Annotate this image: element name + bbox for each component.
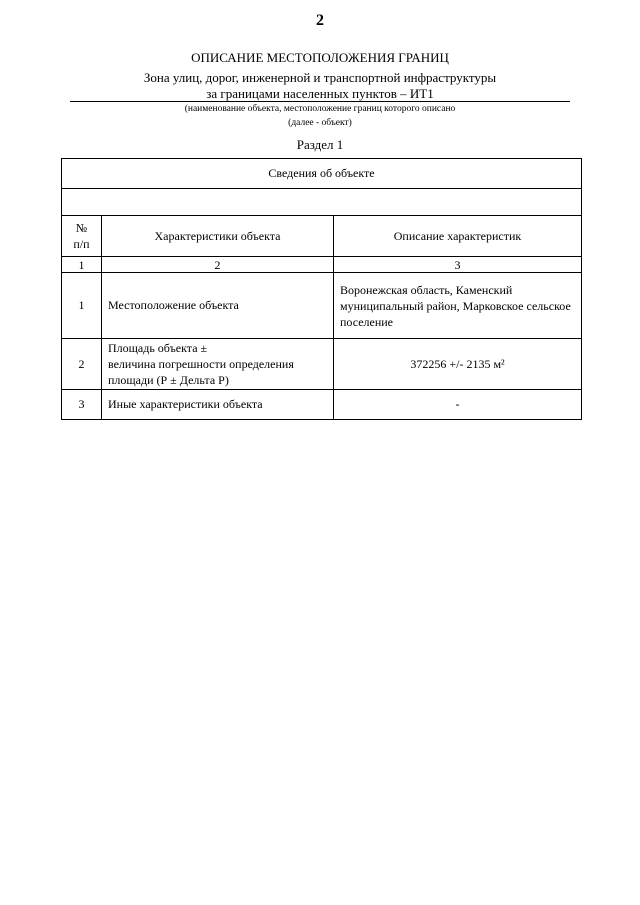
row-characteristic: Иные характеристики объекта (102, 390, 334, 420)
row-number: 2 (62, 339, 102, 390)
object-info-table (61, 158, 582, 420)
row-number: 3 (62, 390, 102, 420)
column-header-row (62, 216, 582, 257)
table-header-row (62, 159, 582, 189)
column-header-number: № п/п (62, 216, 102, 257)
caption-note-line-2: (далее - объект) (288, 118, 352, 128)
document-title: ОПИСАНИЕ МЕСТОПОЛОЖЕНИЯ ГРАНИЦ (191, 50, 449, 65)
row-characteristic: Площадь объекта ± величина погрешности определения площади (Р ± Дельта Р) (102, 339, 334, 390)
underline-divider (70, 101, 570, 102)
table-header: Сведения об объекте (62, 159, 582, 189)
table-row (62, 339, 582, 390)
column-number-1: 1 (62, 257, 102, 273)
object-name-line-1: Зона улиц, дорог, инженерной и транспортной инфраструктуры (143, 70, 497, 85)
row-number: 1 (62, 273, 102, 339)
object-name-line-2: за границами населенных пунктов – ИТ1 (206, 86, 434, 101)
column-number-row (62, 257, 582, 273)
table-empty-row (62, 189, 582, 216)
column-number-3: 3 (334, 257, 582, 273)
empty-cell (62, 189, 582, 216)
column-header-description: Описание характеристик (334, 216, 582, 257)
page-number: 2 (316, 12, 324, 29)
row-description: - (334, 390, 582, 420)
row-description: 372256 +/- 2135 м² (334, 339, 582, 390)
table-row (62, 390, 582, 420)
section-title: Раздел 1 (296, 137, 344, 152)
column-number-2: 2 (102, 257, 334, 273)
column-header-characteristic: Характеристики объекта (102, 216, 334, 257)
row-description: Воронежская область, Каменский муниципальный район, Марковское сельское поселение (334, 273, 582, 339)
row-characteristic: Местоположение объекта (102, 273, 334, 339)
table-row (62, 273, 582, 339)
caption-note-line-1: (наименование объекта, местоположение границ которого описано (184, 104, 456, 114)
